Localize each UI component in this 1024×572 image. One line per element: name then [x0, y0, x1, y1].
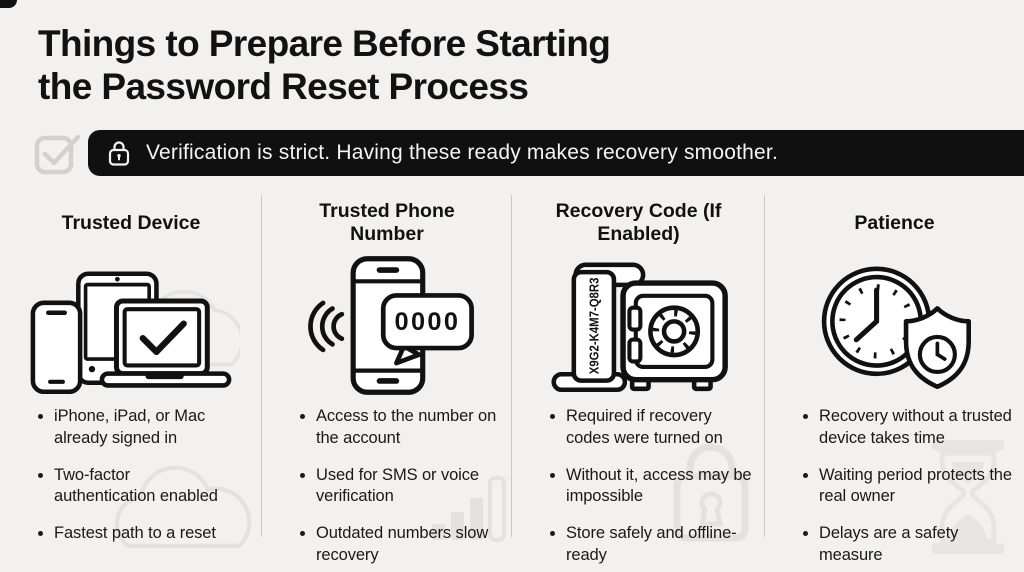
column-trusted-device: [0, 190, 262, 572]
verification-banner: [88, 130, 1024, 176]
column-title: Recovery Code (If Enabled): [555, 200, 722, 245]
title-line-2: the Password Reset Process: [38, 66, 529, 108]
bullet-dot: [550, 414, 555, 419]
icon-area: [802, 250, 988, 400]
column-patience: [765, 190, 1024, 572]
list-item: Recovery without a trusted device takes time: [803, 406, 1014, 450]
column-title: Patience: [854, 211, 935, 234]
column-title: Trusted Device: [61, 211, 201, 234]
list-item: Without it, access may be impossible: [550, 465, 755, 509]
bullet-dot: [803, 414, 808, 419]
bullet-list: [765, 406, 1024, 567]
list-item: Delays are a safety measure: [803, 523, 1014, 567]
icon-area: [293, 250, 481, 400]
bullet-dot: [300, 531, 305, 536]
bullet-dot: [38, 414, 43, 419]
devices-check-icon: [22, 257, 240, 394]
sms-code-text: 0000: [394, 307, 461, 336]
bullet-dot: [803, 473, 808, 478]
list-item: Store safely and offline-ready: [550, 523, 755, 567]
corner-mark: [0, 0, 17, 8]
checkbox-check-icon: [33, 128, 81, 176]
phone-sms-icon: [293, 254, 481, 397]
bullet-dot: [803, 531, 808, 536]
bullet-dot: [300, 414, 305, 419]
list-item: Waiting period protects the real owner: [803, 465, 1014, 509]
list-item: Two-factor authentication enabled: [38, 465, 252, 509]
list-item: Access to the number on the account: [300, 406, 502, 450]
bullet-list: [0, 406, 262, 545]
title-line-1: Things to Prepare Before Starting: [38, 23, 611, 64]
bullet-dot: [38, 531, 43, 536]
list-item: Used for SMS or voice verification: [300, 465, 502, 509]
column-title: Trusted Phone Number: [319, 200, 455, 245]
clock-shield-icon: [802, 255, 988, 395]
list-item: iPhone, iPad, or Mac already signed in: [38, 406, 252, 450]
banner-text: Verification is strict. Having these ready makes recovery smoother.: [146, 141, 778, 164]
icon-area: [541, 250, 737, 400]
columns: [0, 190, 1024, 572]
recovery-code-text: X9G2-K4M7-Q8R3: [585, 261, 601, 375]
list-item: Required if recovery codes were turned on: [550, 406, 755, 450]
column-recovery-code: [512, 190, 765, 572]
list-item: Outdated numbers slow recovery: [300, 523, 502, 567]
bullet-dot: [38, 473, 43, 478]
bullet-dot: [550, 531, 555, 536]
column-trusted-phone-number: [262, 190, 512, 572]
bullet-dot: [550, 473, 555, 478]
page-title: [38, 22, 610, 109]
icon-area: [22, 250, 240, 400]
bullet-list: [262, 406, 512, 567]
banner-row: [0, 127, 1024, 177]
bullet-dot: [300, 473, 305, 478]
lock-icon: [107, 139, 131, 167]
list-item: Fastest path to a reset: [38, 523, 252, 545]
safe-recovery-code-icon: [541, 252, 737, 398]
bullet-list: [512, 406, 765, 567]
